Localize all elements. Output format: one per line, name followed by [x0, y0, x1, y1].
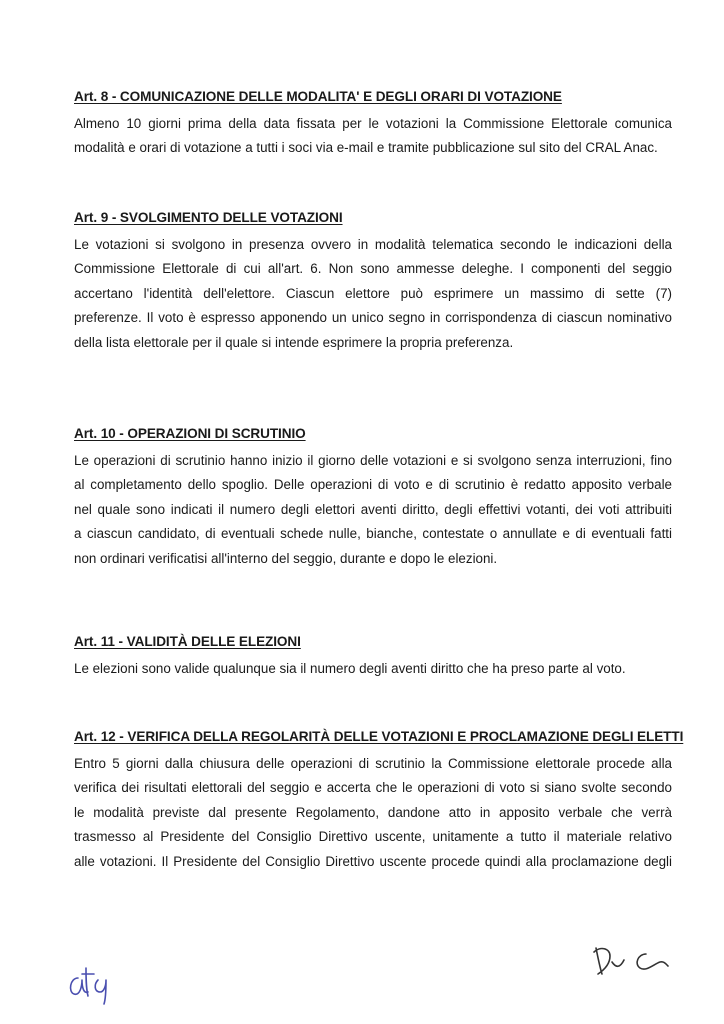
text-line: Entro 5 giorni dalla chiusura delle operazioni di scrutinio la Commissione elettorale procede alla: [74, 756, 672, 771]
text-line: verifica dei risultati elettorali del seggio e accerta che le operazioni di voto si siano svolte secondo: [74, 780, 672, 796]
text-line: della lista elettorale per il quale si intende esprimere la propria preferenza.: [74, 334, 514, 350]
text-line: Almeno 10 giorni prima della data fissata per le votazioni la Commissione Elettorale comunica: [74, 116, 672, 131]
article-title: Art. 10 - OPERAZIONI DI SCRUTINIO: [74, 426, 306, 441]
article-title: Art. 8 - COMUNICAZIONE DELLE MODALITA' E DEGLI ORARI DI VOTAZIONE: [74, 89, 562, 104]
text-line: trasmesso al Presidente del Consiglio Direttivo uscente, unitamente a tutto il materiale relativo: [74, 829, 672, 845]
signature-left: [64, 958, 116, 1006]
text-line: a ciascun candidato, di eventuali schede nulle, bianche, contestate o annullate e di eventuali fatti: [74, 526, 672, 542]
text-line: accertano l'identità dell'elettore. Ciascun elettore può esprimere un massimo di sette (7): [74, 285, 672, 301]
text-line: preferenze. Il voto è espresso apponendo un unico segno in corrispondenza di ciascun nominativo: [74, 310, 672, 326]
text-line: non ordinari verificatisi all'interno del seggio, durante e dopo le elezioni.: [74, 550, 498, 566]
article-body: [74, 449, 672, 571]
article-body: [74, 752, 672, 874]
text-line: al completamento dello spoglio. Delle operazioni di voto e di scrutinio è redatto apposito verbale: [74, 477, 672, 493]
article-12: [74, 729, 684, 874]
article-10: [74, 426, 672, 571]
article-9: [74, 210, 672, 355]
article-11: [74, 634, 672, 681]
text-line: Le operazioni di scrutinio hanno inizio il giorno delle votazioni e si svolgono senza interruzioni, fino: [74, 453, 672, 468]
text-line: le modalità previste dal presente Regolamento, dandone atto in apposito verbale che verrà: [74, 804, 672, 820]
article-body: [74, 233, 672, 355]
signature-right: [590, 938, 672, 982]
text-line: alle votazioni. Il Presidente del Consiglio Direttivo uscente procede quindi alla proclamazione degli: [74, 853, 672, 869]
text-line: modalità e orari di votazione a tutti i soci via e-mail e tramite pubblicazione sul sito del CRAL Anac.: [74, 140, 658, 156]
article-body: [74, 112, 672, 161]
article-8: [74, 89, 672, 161]
text-line: nel quale sono indicati il numero degli elettori aventi diritto, degli effettivi votanti, dei voti attribuiti: [74, 501, 672, 517]
text-line: Commissione Elettorale di cui all'art. 6. Non sono ammesse deleghe. I componenti del seggio: [74, 261, 672, 277]
article-title: Art. 9 - SVOLGIMENTO DELLE VOTAZIONI: [74, 210, 343, 225]
text-line: Le elezioni sono valide qualunque sia il numero degli aventi diritto che ha preso parte al voto.: [74, 661, 626, 676]
article-title: Art. 11 - VALIDITÀ DELLE ELEZIONI: [74, 634, 301, 649]
text-line: Le votazioni si svolgono in presenza ovvero in modalità telematica secondo le indicazioni della: [74, 237, 672, 252]
article-title: Art. 12 - VERIFICA DELLA REGOLARITÀ DELLE VOTAZIONI E PROCLAMAZIONE DEGLI ELETTI: [74, 729, 684, 744]
article-body: [74, 657, 672, 681]
